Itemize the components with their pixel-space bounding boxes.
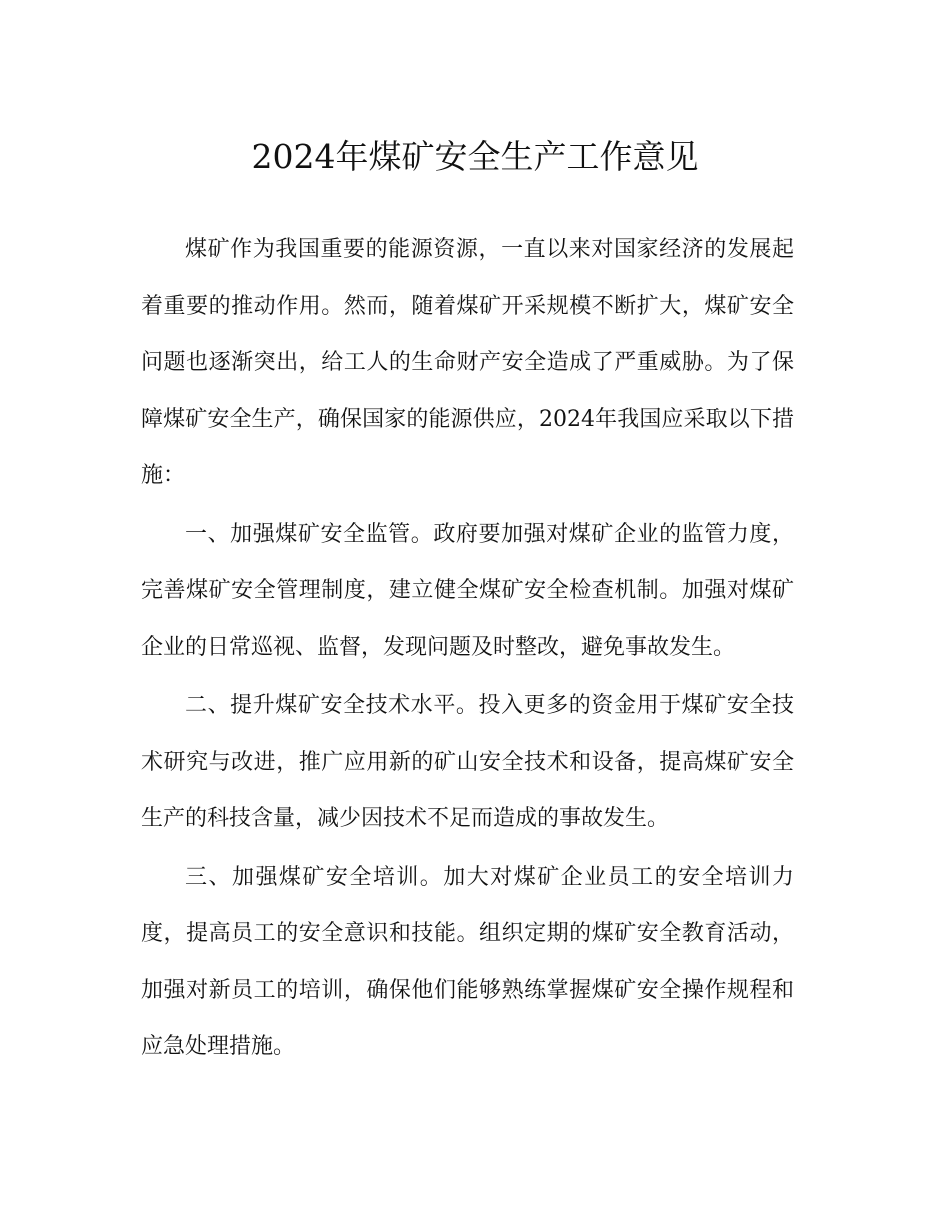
paragraph-training: 三、加强煤矿安全培训。加大对煤矿企业员工的安全培训力度，提高员工的安全意识和技能。组织定期的煤矿安全教育活动，加强对新员工的培训，确保他们能够熟练掌握煤矿安全操作规程和应急处理措施。 [141, 864, 794, 1059]
paragraph-intro: 煤矿作为我国重要的能源资源，一直以来对国家经济的发展起着重要的推动作用。然而，随着煤矿开采规模不断扩大，煤矿安全问题也逐渐突出，给工人的生命财产安全造成了严重威胁。为了保障煤矿安全生产，确保国家的能源供应，2024年我国应采取以下措施： [141, 237, 794, 488]
paragraph-supervision: 一、加强煤矿安全监管。政府要加强对煤矿企业的监管力度，完善煤矿安全管理制度，建立健全煤矿安全检查机制。加强对煤矿企业的日常巡视、监督，发现问题及时整改，避免事故发生。 [141, 521, 794, 660]
paragraph-technology: 二、提升煤矿安全技术水平。投入更多的资金用于煤矿安全技术研究与改进，推广应用新的矿山安全技术和设备，提高煤矿安全生产的科技含量，减少因技术不足而造成的事故发生。 [141, 693, 794, 831]
document-title: 2024年煤矿安全生产工作意见 [251, 137, 699, 176]
document-body [141, 222, 794, 1078]
